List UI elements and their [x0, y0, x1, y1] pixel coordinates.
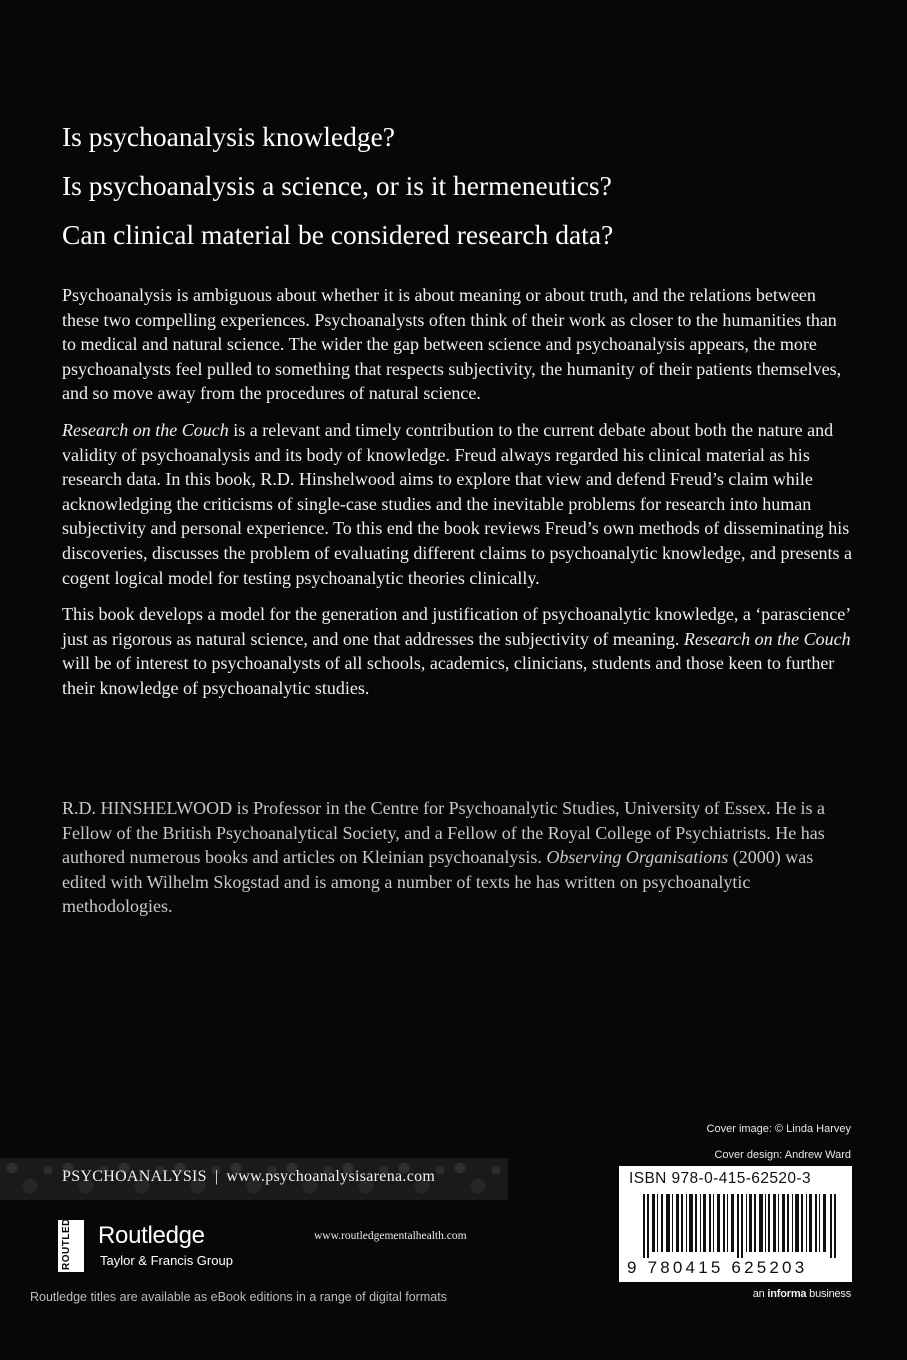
banner-separator: | [214, 1168, 219, 1185]
publisher-url[interactable]: www.routledgementalhealth.com [314, 1230, 467, 1242]
informa-prefix: an [752, 1288, 768, 1300]
series-banner [0, 1158, 508, 1200]
cover-image-credit: Cover image: © Linda Harvey [706, 1123, 851, 1135]
author-bio-text-end: (2000) was edited with Wilhelm Skogstad and is among a number of texts he has written on psychoanalytic methodologies. [62, 847, 814, 917]
book-title-italic: Research on the Couch [683, 628, 851, 649]
book-title-italic: Research on the Couch [62, 419, 229, 440]
description-paragraph-1: Psychoanalysis is ambiguous about whether it is about meaning or about truth, and the relations between these two compelling experiences. Psychoanalysts often think of their work as closer to the humanities than to medical and natural science. The wider the gap between science and psychoanalysis appears, the more psychoanalysts feel pulled to something that respects subjectivity, the humanity of their patients themselves, and so move away from the procedures of natural science. [62, 285, 842, 404]
author-bio [62, 796, 852, 919]
description-paragraph-3-end: will be of interest to psychoanalysts of all schools, academics, clinicians, students and those keen to further their knowledge of psychoanalytic studies. [62, 653, 835, 698]
description-paragraph-3-text: This book develops a model for the generation and justification of psychoanalytic knowledge, a ‘parascience’ just as rigorous as natural science, and one that addresses the subjectivity of meaning. [62, 604, 850, 649]
publisher-group: Taylor & Francis Group [100, 1253, 233, 1268]
publisher-name: Routledge [98, 1222, 205, 1249]
informa-brand: informa [767, 1288, 807, 1300]
informa-tagline [753, 1288, 851, 1300]
series-banner-text [62, 1168, 435, 1186]
informa-suffix: business [806, 1288, 851, 1300]
isbn-barcode-box [619, 1166, 852, 1282]
cover-credits [707, 1116, 851, 1168]
question-3: Can clinical material be considered research data? [62, 219, 614, 250]
description-paragraph-3 [62, 602, 852, 700]
ebook-note: Routledge titles are available as eBook editions in a range of digital formats [30, 1290, 447, 1304]
series-url[interactable]: www.psychoanalysisarena.com [226, 1168, 436, 1185]
author-bio-paragraph [62, 796, 852, 919]
question-1: Is psychoanalysis knowledge? [62, 121, 395, 152]
author-bio-text: R.D. HINSHELWOOD is Professor in the Centre for Psychoanalytic Studies, University of Essex. He is a Fellow of the British Psychoanalytical Society, and a Fellow of the Royal College of Psychiatrists. He has authored numerous books and articles on Kleinian psychoanalysis. [62, 798, 826, 868]
isbn-label: ISBN 978-0-415-62520-3 [629, 1170, 811, 1187]
question-2: Is psychoanalysis a science, or is it hermeneutics? [62, 170, 612, 201]
description-paragraph-2-text: is a relevant and timely contribution to the current debate about both the nature and validity of psychoanalysis and its body of knowledge. Freud always regarded his clinical material as his research data. In this book, R.D. Hinshelwood aims to explore that view and defend Freud’s claim while acknowledging the criticisms of single-case studies and the inevitable problems for research into human subjectivity and personal experience. To this end the book reviews Freud’s own methods of disseminating his discoveries, discusses the problem of evaluating different claims to psychoanalytic knowledge, and presents a cogent logical model for testing psychoanalytic theories clinically. [62, 419, 852, 588]
series-category: PSYCHOANALYSIS [62, 1168, 207, 1185]
description-paragraph-2 [62, 418, 852, 590]
barcode [643, 1194, 839, 1258]
routledge-emblem-icon [58, 1202, 84, 1272]
cover-design-credit: Cover design: Andrew Ward [714, 1149, 851, 1161]
book-description [62, 283, 852, 713]
cover-questions [62, 112, 862, 259]
barcode-digits: 9 780415 625203 [627, 1258, 808, 1277]
bio-book-title: Observing Organisations [546, 847, 729, 868]
routledge-emblem-text: ROUTLEDGE [61, 1202, 72, 1270]
